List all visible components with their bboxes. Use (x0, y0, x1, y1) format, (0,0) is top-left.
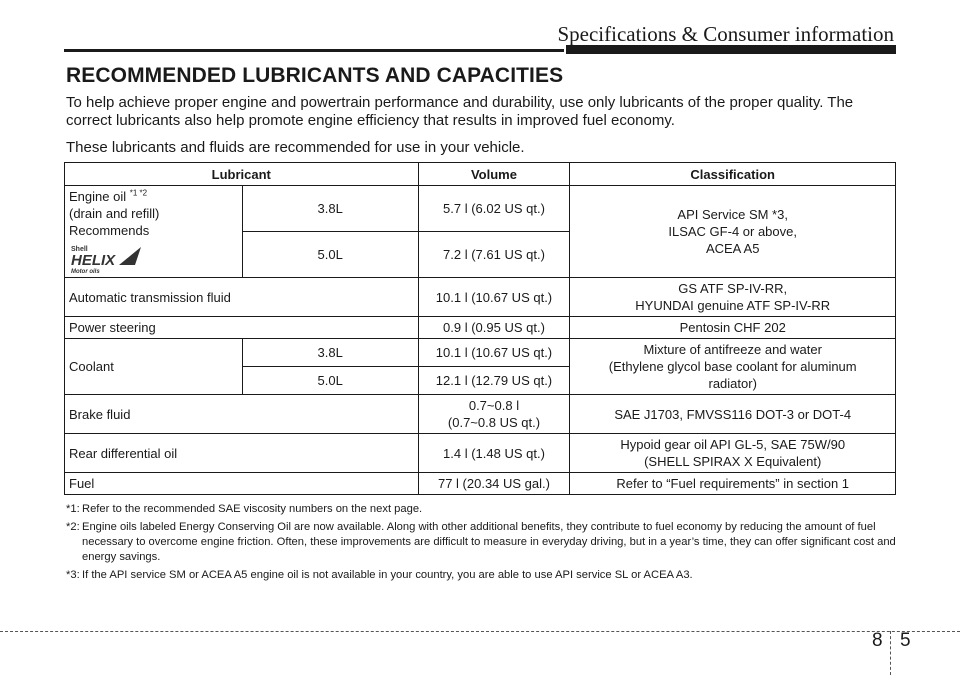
logo-name: HELIX (71, 252, 116, 269)
engine-oil-line3: Recommends (69, 223, 150, 238)
atf-class-l2: HYUNDAI genuine ATF SP-IV-RR (635, 298, 831, 313)
logo-brand: Shell (71, 246, 88, 253)
table-row (65, 473, 896, 495)
footnote-text: Refer to the recommended SAE viscosity numbers on the next page. (82, 503, 423, 515)
atf-label: Automatic transmission fluid (65, 278, 419, 317)
table-row (65, 339, 896, 367)
atf-classification (570, 278, 896, 317)
page-number: 5 (900, 630, 911, 651)
table-row (65, 395, 896, 434)
engine-oil-marks: *1 *2 (129, 188, 148, 198)
header-rule-left (64, 49, 564, 52)
lubricants-table (64, 162, 896, 495)
footnote-mark: *2: (66, 521, 80, 533)
rear-diff-class-l2: (SHELL SPIRAX X Equivalent) (644, 454, 822, 469)
rear-diff-volume: 1.4 l (1.48 US qt.) (418, 434, 570, 473)
brake-fluid-label: Brake fluid (65, 395, 419, 434)
footer-rule (0, 631, 960, 632)
power-steering-label: Power steering (65, 317, 419, 339)
logo-sub: Motor oils (71, 269, 100, 275)
page-number-separator (890, 631, 891, 675)
footnotes (66, 502, 896, 586)
engine-oil-classification (570, 186, 896, 278)
engine-oil-class-l3: ACEA A5 (705, 241, 760, 256)
fuel-classification: Refer to “Fuel requirements” in section 1 (570, 473, 896, 495)
intro-paragraph-2: These lubricants and fluids are recommended for use in your vehicle. (66, 139, 525, 156)
engine-oil-class-l2: ILSAC GF-4 or above, (668, 224, 797, 239)
footnote-mark: *1: (66, 503, 80, 515)
coolant-class-l3: radiator) (708, 376, 757, 391)
fuel-volume: 77 l (20.34 US gal.) (418, 473, 570, 495)
header-classification: Classification (570, 163, 896, 186)
atf-class-l1: GS ATF SP-IV-RR, (678, 281, 788, 296)
engine-oil-engine-1: 3.8L (242, 186, 418, 232)
table-header-row (65, 163, 896, 186)
footnote-text: Engine oils labeled Energy Conserving Oil are now available. Along with other additional benefits, they contribute to fuel economy by reducing the amount of fuel necessary to overcome engine friction. Often, these improvements are difficult to measure in everyday driving, but in a year’s time, they can offer significant cost and energy savings. (82, 521, 896, 563)
rear-diff-class-l1: Hypoid gear oil API GL-5, SAE 75W/90 (620, 437, 846, 452)
coolant-class-l2: (Ethylene glycol base coolant for aluminum (608, 359, 857, 374)
coolant-engine-1: 3.8L (242, 339, 418, 367)
coolant-volume-2: 12.1 l (12.79 US qt.) (418, 367, 570, 395)
brake-volume-l1: 0.7~0.8 l (468, 398, 520, 413)
rear-diff-classification (570, 434, 896, 473)
section-title: RECOMMENDED LUBRICANTS AND CAPACITIES (66, 64, 564, 87)
footnote-text: If the API service SM or ACEA A5 engine oil is not available in your country, you are able to use API service SL or ACEA A3. (82, 569, 693, 581)
footnote-mark: *3: (66, 569, 80, 581)
chapter-number: 8 (872, 630, 883, 651)
brake-fluid-classification: SAE J1703, FMVSS116 DOT-3 or DOT-4 (570, 395, 896, 434)
helix-logo-icon (69, 243, 147, 275)
engine-oil-label: Engine oil (69, 189, 127, 204)
footnote (66, 520, 896, 565)
coolant-class-l1: Mixture of antifreeze and water (643, 342, 822, 357)
coolant-label: Coolant (65, 339, 243, 395)
engine-oil-cell (65, 186, 243, 278)
table-row (65, 317, 896, 339)
atf-volume: 10.1 l (10.67 US qt.) (418, 278, 570, 317)
intro-paragraph-1: To help achieve proper engine and powertrain performance and durability, use only lubricants of the proper quality. The correct lubricants also help promote engine efficiency that results in improved fuel economy. (66, 94, 854, 129)
engine-oil-volume-1: 5.7 l (6.02 US qt.) (418, 186, 570, 232)
intro-text (66, 94, 896, 157)
header-volume: Volume (418, 163, 570, 186)
header-title: Specifications & Consumer information (557, 22, 894, 46)
brake-volume-l2: (0.7~0.8 US qt.) (447, 415, 541, 430)
footnote (66, 502, 896, 517)
brake-fluid-volume (418, 395, 570, 434)
table-row (65, 186, 896, 232)
rear-diff-label: Rear differential oil (65, 434, 419, 473)
table-row (65, 278, 896, 317)
table-row (65, 434, 896, 473)
header-lubricant: Lubricant (65, 163, 419, 186)
coolant-classification (570, 339, 896, 395)
power-steering-classification: Pentosin CHF 202 (570, 317, 896, 339)
footnote (66, 568, 896, 583)
coolant-engine-2: 5.0L (242, 367, 418, 395)
fuel-label: Fuel (65, 473, 419, 495)
coolant-volume-1: 10.1 l (10.67 US qt.) (418, 339, 570, 367)
power-steering-volume: 0.9 l (0.95 US qt.) (418, 317, 570, 339)
engine-oil-line2: (drain and refill) (69, 206, 160, 221)
engine-oil-class-l1: API Service SM *3, (677, 207, 788, 222)
engine-oil-volume-2: 7.2 l (7.61 US qt.) (418, 232, 570, 278)
shell-helix-logo (69, 243, 238, 275)
engine-oil-engine-2: 5.0L (242, 232, 418, 278)
